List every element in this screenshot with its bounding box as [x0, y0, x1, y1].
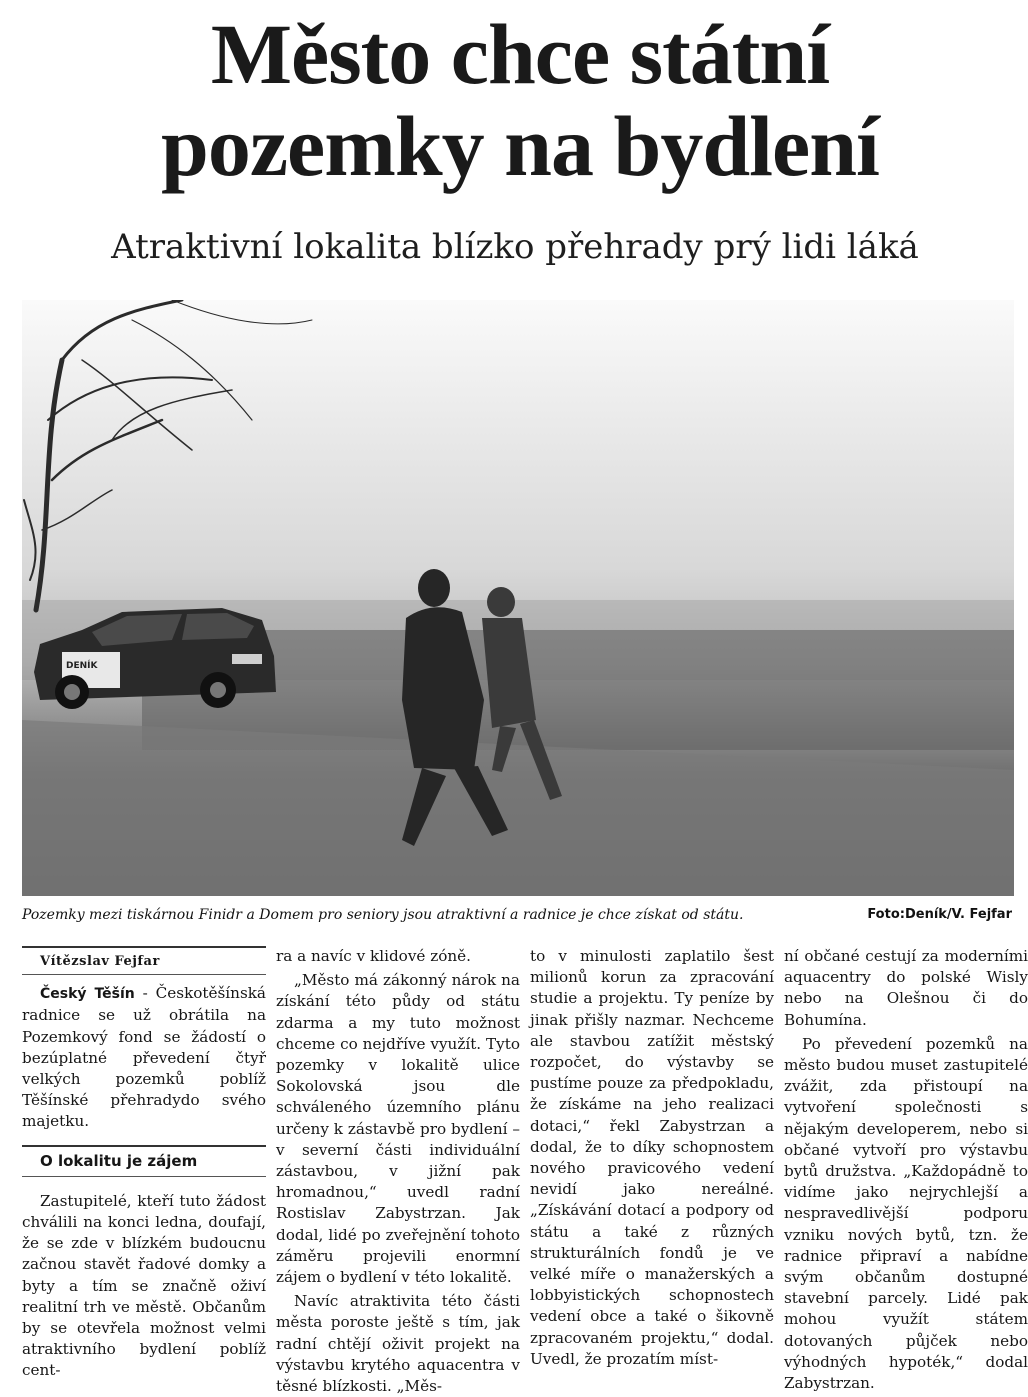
paragraph: Zastupitelé, kteří tuto žádost chválili na konci ledna, doufají, že se zde v blízkém budoucnu začnou stavět řadové domky a byty a tím se značně oživí realitní trh ve městě. Občanům by se otevřela možnost velmi atraktivního bydlení poblíž cent- [22, 1191, 266, 1380]
photo-caption-row [22, 903, 1014, 927]
headline [60, 8, 980, 192]
dateline: Český Těšín [40, 986, 135, 1003]
column-4 [784, 946, 1028, 1394]
lead-text: - Českotěšínská radnice se už obrátila na Pozemkový fond se žádostí o bezúplatné převedení čtyř velkých pozemků poblíž Těšínské přehradydo svého majetku. [22, 984, 266, 1131]
paragraph: ra a navíc v klidové zóně. [276, 947, 471, 965]
lead-paragraph [22, 983, 266, 1132]
column-2 [276, 946, 520, 1397]
headline-line-1: Město chce státní [210, 6, 830, 102]
paragraph: ní občané cestují za moderními aquacentry do polské Wisly nebo na Olešnou či do Bohumína. [784, 947, 1028, 1029]
section-subhead: O lokalitu je zájem [22, 1145, 266, 1177]
headline-line-2: pozemky na bydlení [161, 98, 879, 194]
subheadline: Atraktivní lokalita blízko přehrady prý lidi láká [111, 227, 919, 267]
photo-scene [22, 300, 1014, 896]
paragraph: Po převedení pozemků na město budou muset zastupitelé zvážit, zda přistoupí na vytvoření společnosti s nějakým developerem, nebo si občané vytvoří pro výstavbu bytů družstva. „Každopádně to vidíme jako nejrychlejší a nespravedlivější podporu vzniku nových bytů, tzn. že radnice připraví a nabídne svým občanům dostupné stavební parcely. Lidé pak mohou využít státem dotovaných půjček nebo výhodných hypoték,“ dodal Zabystrzan. [784, 1034, 1028, 1393]
photo-caption: Pozemky mezi tiskárnou Finidr a Domem pro seniory jsou atraktivní a radnice je chce získat od státu. [22, 907, 744, 923]
column-1 [22, 946, 266, 1382]
paragraph: Navíc atraktivita této části města poroste ještě s tím, jak radní chtějí oživit projekt na výstavbu krytého aquacentra v těsné blízkosti. „Měs- [276, 1292, 520, 1396]
photo-credit: Foto:Deník/V. Fejfar [867, 907, 1012, 922]
article-photo [22, 300, 1014, 896]
paragraph: to v minulosti zaplatilo šest milionů korun za zpracování studie a projektu. Ty peníze by jinak přišly nazmar. Nechceme ale stavbou zatížit městský rozpočet, do výstavby se pustíme pouze za předpokladu, že získáme na jeho realizaci dotaci,“ řekl Zabystrzan a dodal, že to díky schopnostem nového pravicového vedení nevidí jako nereálné. „Získávání dotací a podpory od státu a také z různých strukturálních fondů je ve velké míře o manažerských a lobbyistických schopnostech vedení obce a také o šikovně zpracovaném projektu,“ dodal. Uvedl, že prozatím míst- [530, 947, 774, 1368]
byline: Vítězslav Fejfar [22, 946, 266, 975]
car-door-text: DENÍK [66, 661, 98, 671]
column-3 [530, 946, 774, 1370]
paragraph: „Město má zákonný nárok na získání této půdy od státu zdarma a my tuto možnost chceme co nejdříve využít. Tyto pozemky v lokalitě ulice Sokolovská jsou dle schváleného územního plánu určeny k zástavbě pro bydlení – v severní části individuální zástavbou, v jižní pak hromadnou,“ uvedl radní Rostislav Zabystrzan. Jak dodal, lidé po zveřejnění tohoto záměru projevili enormní zájem o bydlení v této lokalitě. [276, 971, 520, 1287]
